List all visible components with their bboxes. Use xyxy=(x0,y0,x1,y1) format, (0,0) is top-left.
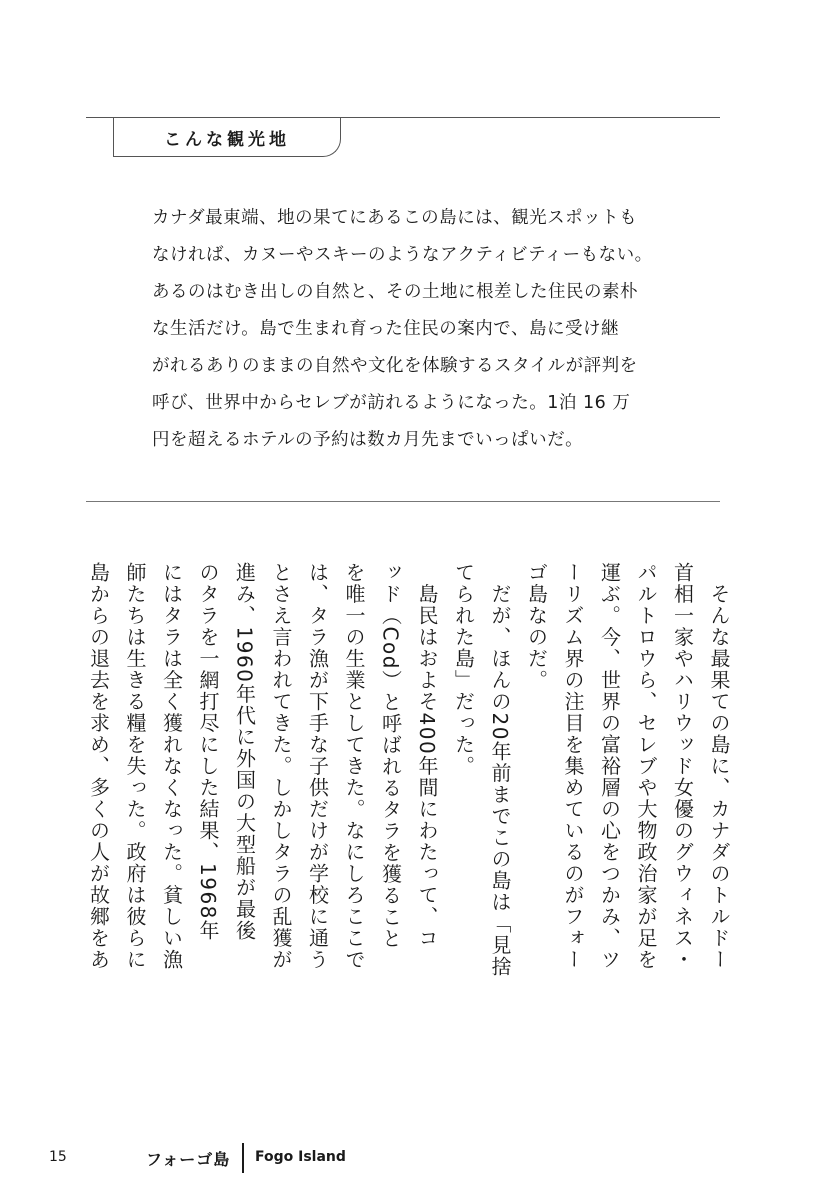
intro-line: 円を超えるホテルの予約は数カ月先までいっぱいだ。 xyxy=(152,430,584,450)
body-line: ゴ島なのだ。 xyxy=(524,562,549,691)
intro-line: な生活だけ。島で生まれ育った住民の案内で、島に受け継 xyxy=(152,319,619,339)
body-line: は、タラ漁が下手な子供だけが学校に通う xyxy=(305,562,330,971)
intro-line: なければ、カヌーやスキーのようなアクティビティーもない。 xyxy=(152,245,653,265)
body-line: 運ぶ。今、世界の富裕層の心をつかみ、ツ xyxy=(597,562,622,971)
section-divider xyxy=(86,501,720,502)
body-line: ッド（Cod）と呼ばれるタラを獲ること xyxy=(378,562,403,950)
body-line: 師たちは生きる糧を失った。政府は彼らに xyxy=(123,562,147,971)
intro-line: あるのはむき出しの自然と、その土地に根差した住民の素朴 xyxy=(152,282,638,302)
body-line: てられた島」だった。 xyxy=(451,562,476,777)
body-line: とさえ言われてきた。しかしタラの乱獲が xyxy=(269,562,293,971)
body-line: パルトロウら、セレブや大物政治家が足を xyxy=(634,562,658,971)
body-line: のタラを一網打尽にした結果、1968年 xyxy=(196,562,220,942)
body-line: だが、ほんの20年前までこの島は「見捨 xyxy=(488,562,512,978)
body-line: 首相一家やハリウッド女優のグウィネス・ xyxy=(670,562,695,971)
footer-title-en: Fogo Island xyxy=(255,1149,346,1165)
body-line: 進み、1960年代に外国の大型船が最後 xyxy=(232,562,257,942)
body-line: 島民はおよそ400年間にわたって、コ xyxy=(415,562,439,949)
intro-line: 呼び、世界中からセレブが訪れるようになった。1泊 16 万 xyxy=(152,393,631,413)
body-line: そんな最果ての島に、カナダのトルドー xyxy=(707,562,731,971)
body-line: 島からの退去を求め、多くの人が故郷をあ xyxy=(86,562,111,971)
intro-line: カナダ最東端、地の果てにあるこの島には、観光スポットも xyxy=(152,208,638,228)
page-number: 15 xyxy=(49,1149,67,1165)
footer-title-ja: フォーゴ島 xyxy=(146,1150,231,1169)
body-line: を唯一の生業としてきた。なにしろここで xyxy=(342,562,366,971)
footer-divider xyxy=(242,1143,244,1173)
section-header-box xyxy=(113,117,341,157)
intro-line: がれるありのままの自然や文化を体験するスタイルが評判を xyxy=(152,356,638,376)
intro-text xyxy=(152,200,662,459)
body-line: ーリズム界の注目を集めているのがフォー xyxy=(561,562,585,971)
section-title: こんな観光地 xyxy=(164,130,290,150)
body-line: にはタラは全く獲れなくなった。貧しい漁 xyxy=(159,562,184,971)
vertical-body-text xyxy=(77,562,737,992)
